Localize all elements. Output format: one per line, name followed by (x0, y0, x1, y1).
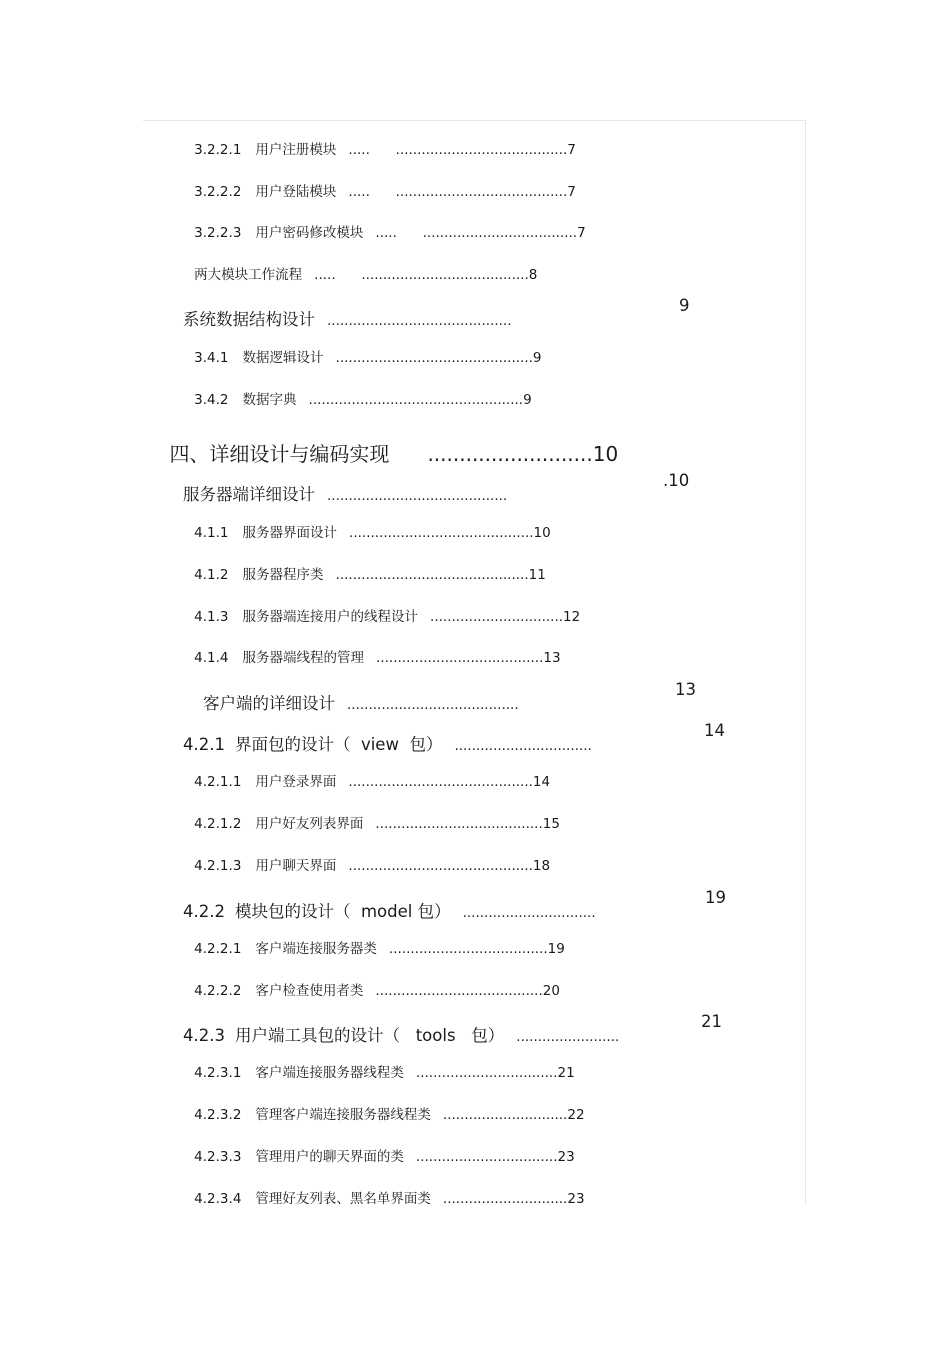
toc-number: 4.2.2.1 (194, 940, 242, 957)
toc-title: 用户聊天界面 (255, 857, 337, 874)
toc-title: 用户注册模块 (255, 141, 337, 158)
toc-title: 用户登录界面 (255, 773, 337, 790)
toc-title: 客户检查使用者类 (255, 982, 364, 999)
toc-number: 4.1.1 (194, 524, 229, 541)
toc-number: 4.2.1.1 (194, 773, 242, 790)
toc-leader: ..... ........................................7 (348, 183, 576, 200)
toc-leader: ..................................................9 (308, 391, 532, 408)
toc-number: 3.2.2.1 (194, 141, 242, 158)
toc-page-number: 19 (705, 888, 726, 907)
toc-title: 服务器程序类 (242, 566, 324, 583)
toc-leader: .............................................11 (335, 566, 546, 583)
toc-number: 4.2.1 (182, 734, 225, 754)
toc-title: 用户端工具包的设计（ tools 包） (234, 1025, 505, 1045)
toc-entry[interactable] (177, 255, 537, 296)
toc-title: 用户密码修改模块 (255, 224, 364, 241)
toc-title: 系统数据结构设计 (182, 309, 315, 329)
toc-leader: .................................23 (415, 1148, 575, 1165)
toc-number: 4.2.3.1 (194, 1064, 242, 1081)
toc-leader: .................................21 (415, 1064, 575, 1081)
toc-leader: ..........................10 (427, 442, 619, 466)
toc-number: 4.1.4 (194, 649, 229, 666)
toc-leader: .......................................15 (375, 815, 560, 832)
toc-entry[interactable] (177, 380, 532, 421)
toc-number: 3.2.2.2 (194, 183, 242, 200)
toc-entry[interactable] (177, 1053, 575, 1094)
toc-title: 客户端连接服务器线程类 (255, 1064, 404, 1081)
toc-title: 客户端的详细设计 (202, 693, 335, 713)
toc-leader: ................................ (454, 737, 592, 754)
toc-entry[interactable] (177, 172, 576, 213)
toc-leader: ........................................... (326, 312, 512, 329)
toc-number: 3.4.1 (194, 349, 229, 366)
toc-entry[interactable] (177, 804, 560, 845)
toc-leader: ...............................12 (430, 608, 581, 625)
toc-leader: ............................... (462, 904, 596, 921)
toc-number: 4.2.2 (182, 901, 225, 921)
toc-page-number: 9 (679, 296, 690, 315)
toc-leader: .......................................13 (376, 649, 561, 666)
toc-entry[interactable] (177, 1137, 575, 1178)
toc-entry[interactable] (177, 555, 546, 596)
toc-page-number: .10 (663, 471, 690, 490)
toc-number: 4.2.3 (182, 1025, 225, 1045)
toc-entry[interactable] (177, 213, 586, 254)
toc-entry[interactable] (177, 929, 565, 970)
toc-title: 管理客户端连接服务器线程类 (255, 1106, 431, 1123)
toc-title: 模块包的设计（ model 包） (234, 901, 451, 921)
toc-title: 管理好友列表、黑名单界面类 (255, 1190, 431, 1207)
toc-entry[interactable] (177, 130, 576, 171)
toc-leader: .............................23 (442, 1190, 585, 1207)
toc-number: 4.2.1.2 (194, 815, 242, 832)
toc-number: 4.2.2.2 (194, 982, 242, 999)
toc-title: 用户好友列表界面 (255, 815, 364, 832)
toc-entry[interactable] (177, 762, 550, 803)
toc-entry[interactable] (177, 638, 561, 679)
toc-entry[interactable] (177, 971, 560, 1012)
toc-leader: ..... .......................................8 (314, 266, 538, 283)
toc-leader: ..............................................9 (335, 349, 542, 366)
toc-title: 客户端连接服务器类 (255, 940, 377, 957)
toc-leader: ........................ (516, 1028, 620, 1045)
toc-number: 3.4.2 (194, 391, 229, 408)
toc-title: 数据逻辑设计 (242, 349, 324, 366)
toc-leader: ...........................................10 (349, 524, 551, 541)
toc-leader: ...........................................14 (348, 773, 551, 790)
toc-leader: .....................................19 (388, 940, 565, 957)
toc-number: 4.2.3.3 (194, 1148, 242, 1165)
toc-entry[interactable] (177, 1095, 585, 1136)
toc-number: 3.2.2.3 (194, 224, 242, 241)
toc-page-number: 21 (701, 1012, 722, 1031)
toc-number: 4.1.2 (194, 566, 229, 583)
toc-title: 两大模块工作流程 (194, 266, 303, 283)
toc-entry[interactable] (177, 597, 580, 638)
toc-page-number: 14 (704, 721, 725, 740)
toc-title: 服务器端线程的管理 (242, 649, 365, 666)
toc-number: 4.2.1.3 (194, 857, 242, 874)
toc-title: 服务器端详细设计 (182, 484, 315, 504)
toc-title: 服务器端连接用户的线程设计 (242, 608, 419, 625)
toc-leader: .......................................20 (375, 982, 560, 999)
toc-entry[interactable] (177, 338, 542, 379)
toc-title: 数据字典 (242, 391, 297, 408)
toc-leader: .............................22 (442, 1106, 585, 1123)
toc-leader: .......................................... (326, 487, 508, 504)
toc-number: 4.2.3.4 (194, 1190, 242, 1207)
toc-leader: ..... ....................................7 (375, 224, 586, 241)
toc-title: 界面包的设计（ view 包） (234, 734, 443, 754)
toc-title: 四、详细设计与编码实现 (169, 442, 390, 466)
toc-page-number: 13 (675, 680, 696, 699)
toc-entry[interactable] (177, 846, 550, 887)
toc-leader: ..... ........................................7 (348, 141, 576, 158)
toc-leader: ........................................ (346, 696, 519, 713)
toc-entry[interactable] (177, 1179, 585, 1220)
toc-leader: ...........................................18 (348, 857, 551, 874)
toc-number: 4.2.3.2 (194, 1106, 242, 1123)
toc-title: 用户登陆模块 (255, 183, 337, 200)
toc-title: 管理用户的聊天界面的类 (255, 1148, 404, 1165)
toc-number: 4.1.3 (194, 608, 229, 625)
toc-entry[interactable] (177, 513, 551, 554)
toc-title: 服务器界面设计 (242, 524, 338, 541)
